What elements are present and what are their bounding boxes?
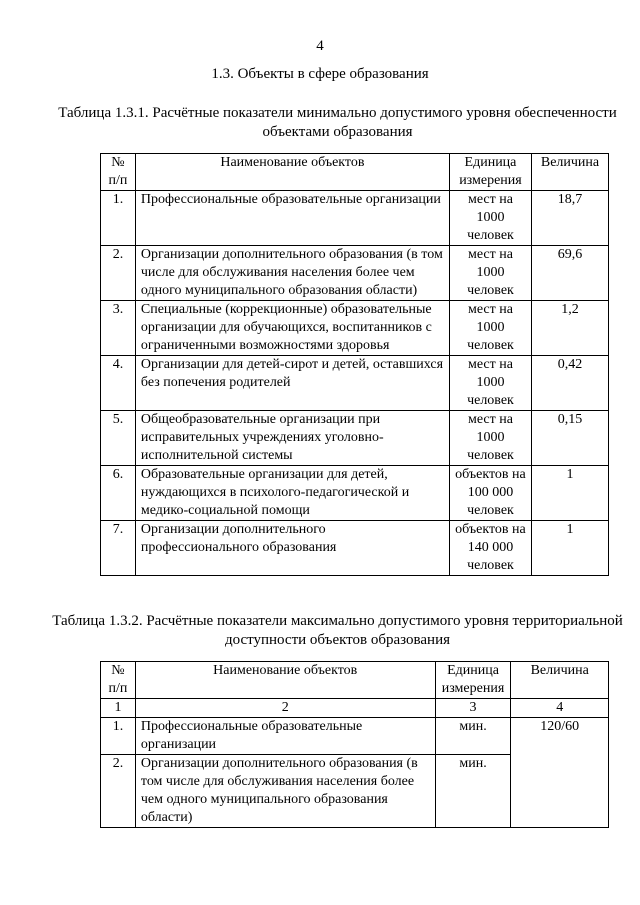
table-header-row [101,662,609,699]
table2-caption: Таблица 1.3.2. Расчётные показатели максимально допустимого уровня территориальной доступности объектов образования [52,613,623,648]
row-unit: мест на 1000 человек [449,356,531,411]
row-num: 2. [101,755,136,828]
row-num: 7. [101,521,136,576]
row-unit: мин. [435,755,511,828]
table-row [101,246,609,301]
row-unit: мест на 1000 человек [449,411,531,466]
header-unit: Единица измерения [435,662,511,699]
table-row [101,301,609,356]
row-num: 4. [101,356,136,411]
row-value: 1 [532,521,609,576]
column-number-row [101,699,609,718]
table-row [101,718,609,755]
row-name: Организации для детей-сирот и детей, оставшихся без попечения родителей [135,356,449,411]
row-unit: объектов на 100 000 человек [449,466,531,521]
row-name: Специальные (коррекционные) образовательные организации для обучающихся, воспитанников с ограниченными возможностями здоровья [135,301,449,356]
table-row [101,191,609,246]
table-row [101,411,609,466]
row-unit: мест на 1000 человек [449,191,531,246]
table-row [101,356,609,411]
header-value: Величина [511,662,609,699]
table-row [101,521,609,576]
row-num: 3. [101,301,136,356]
table-header-row [101,154,609,191]
row-name: Профессиональные образовательные организации [135,191,449,246]
row-value: 0,15 [532,411,609,466]
row-value: 0,42 [532,356,609,411]
header-num: № п/п [101,154,136,191]
header-unit: Единица измерения [449,154,531,191]
row-num: 1. [101,191,136,246]
row-num: 5. [101,411,136,466]
header-num: № п/п [101,662,136,699]
row-num: 6. [101,466,136,521]
row-name: Профессиональные образовательные организации [135,718,435,755]
row-unit: объектов на 140 000 человек [449,521,531,576]
header-name: Наименование объектов [135,662,435,699]
row-name: Образовательные организации для детей, нуждающихся в психолого-педагогической и медико-социальной помощи [135,466,449,521]
row-name: Организации дополнительного образования (в том числе для обслуживания населения более чем одного муниципального образования области) [135,246,449,301]
row-name: Организации дополнительного образования (в том числе для обслуживания населения более чем одного муниципального образования области) [135,755,435,828]
row-value: 1,2 [532,301,609,356]
row-num: 2. [101,246,136,301]
row-value: 18,7 [532,191,609,246]
col-number: 4 [511,699,609,718]
section-title: 1.3. Объекты в сфере образования [211,66,429,82]
table-row [101,466,609,521]
col-number: 1 [101,699,136,718]
row-name: Общеобразовательные организации при исправительных учреждениях уголовно-исполнительной системы [135,411,449,466]
header-value: Величина [532,154,609,191]
col-number: 2 [135,699,435,718]
table-min-provision [100,153,609,576]
table-max-accessibility [100,661,609,828]
header-name: Наименование объектов [135,154,449,191]
row-value-merged: 120/60 [511,718,609,828]
row-unit: мест на 1000 человек [449,246,531,301]
table1-caption: Таблица 1.3.1. Расчётные показатели минимально допустимого уровня обеспеченности объектами образования [58,105,617,140]
page-number: 4 [316,38,324,54]
row-value: 69,6 [532,246,609,301]
row-name: Организации дополнительного профессионального образования [135,521,449,576]
col-number: 3 [435,699,511,718]
row-unit: мест на 1000 человек [449,301,531,356]
row-unit: мин. [435,718,511,755]
row-num: 1. [101,718,136,755]
row-value: 1 [532,466,609,521]
